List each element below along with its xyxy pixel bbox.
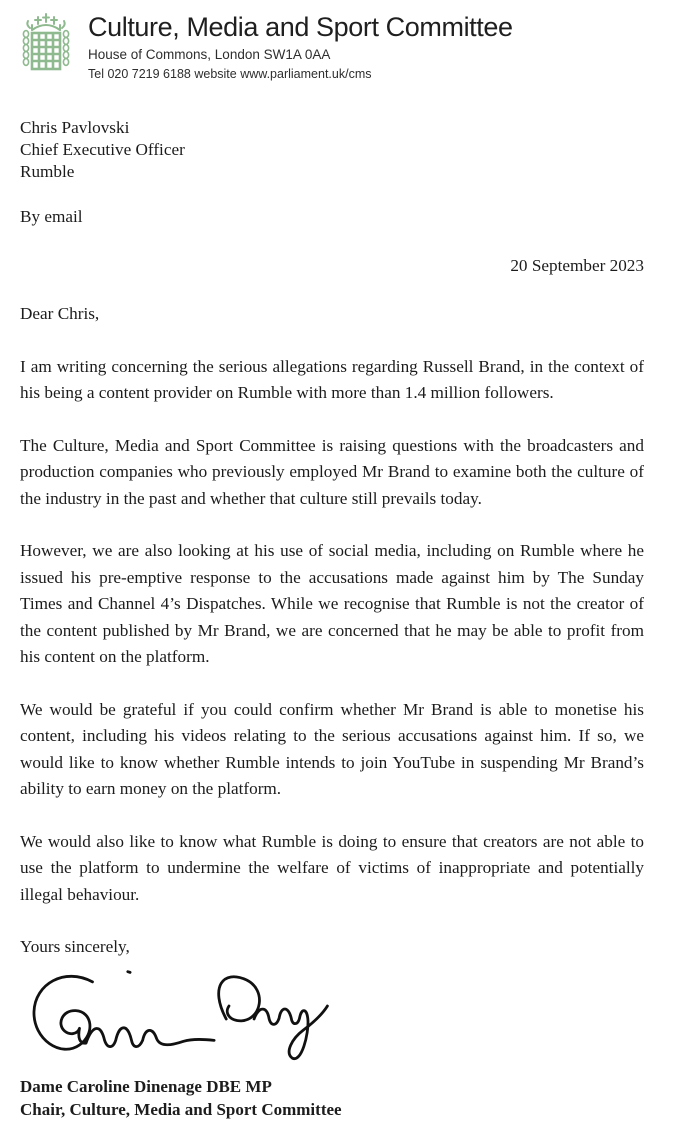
paragraph-5: We would also like to know what Rumble is doing to ensure that creators are not able to use the platform to undermine the welfare of victims of inappropriate and potentially illegal behaviour.: [20, 831, 644, 904]
letterhead: [20, 10, 644, 83]
paragraph-4: We would be grateful if you could confirm whether Mr Brand is able to monetise his content, including his videos relating to the serious accusations against him. If so, we would like to know whether Rumble intends to join YouTube in suspending Mr Brand’s ability to earn money on the platform.: [20, 699, 644, 798]
recipient-block: [20, 117, 644, 183]
letterhead-text: [88, 10, 513, 83]
recipient-organisation: Rumble: [20, 162, 75, 181]
paragraph-2: The Culture, Media and Sport Committee is raising questions with the broadcasters and production companies who previously employed Mr Brand to examine both the culture of the industry in the past and whether that culture still prevails today.: [20, 435, 644, 508]
committee-contact: Tel 020 7219 6188 website www.parliament.uk/cms: [88, 66, 372, 81]
handwritten-signature: [22, 967, 644, 1071]
house-of-commons-portcullis-icon: [20, 10, 72, 83]
paragraph-3: However, we are also looking at his use of social media, including on Rumble where he issued his pre-emptive response to the accusations made against him by The Sunday Times and Channel 4’s Dispatches. While we recognise that Rumble is not the creator of the content published by Mr Brand, we are concerned that he may be able to profit from his content on the platform.: [20, 541, 644, 666]
closing: Yours sincerely,: [20, 937, 130, 956]
recipient-name: Chris Pavlovski: [20, 118, 130, 137]
committee-title: Culture, Media and Sport Committee: [88, 12, 513, 42]
letter-body: [20, 117, 644, 1121]
signatory-name: Dame Caroline Dinenage DBE MP: [20, 1076, 272, 1096]
committee-address: House of Commons, London SW1A 0AA: [88, 47, 331, 63]
delivery-method: By email: [20, 207, 83, 226]
paragraph-1: I am writing concerning the serious allegations regarding Russell Brand, in the context of his being a content provider on Rumble with more than 1.4 million followers.: [20, 356, 644, 402]
recipient-job-title: Chief Executive Officer: [20, 140, 185, 159]
signatory-block: [20, 1075, 644, 1121]
letter-date: 20 September 2023: [510, 255, 644, 275]
signatory-role: Chair, Culture, Media and Sport Committee: [20, 1099, 342, 1119]
salutation: Dear Chris,: [20, 304, 100, 323]
